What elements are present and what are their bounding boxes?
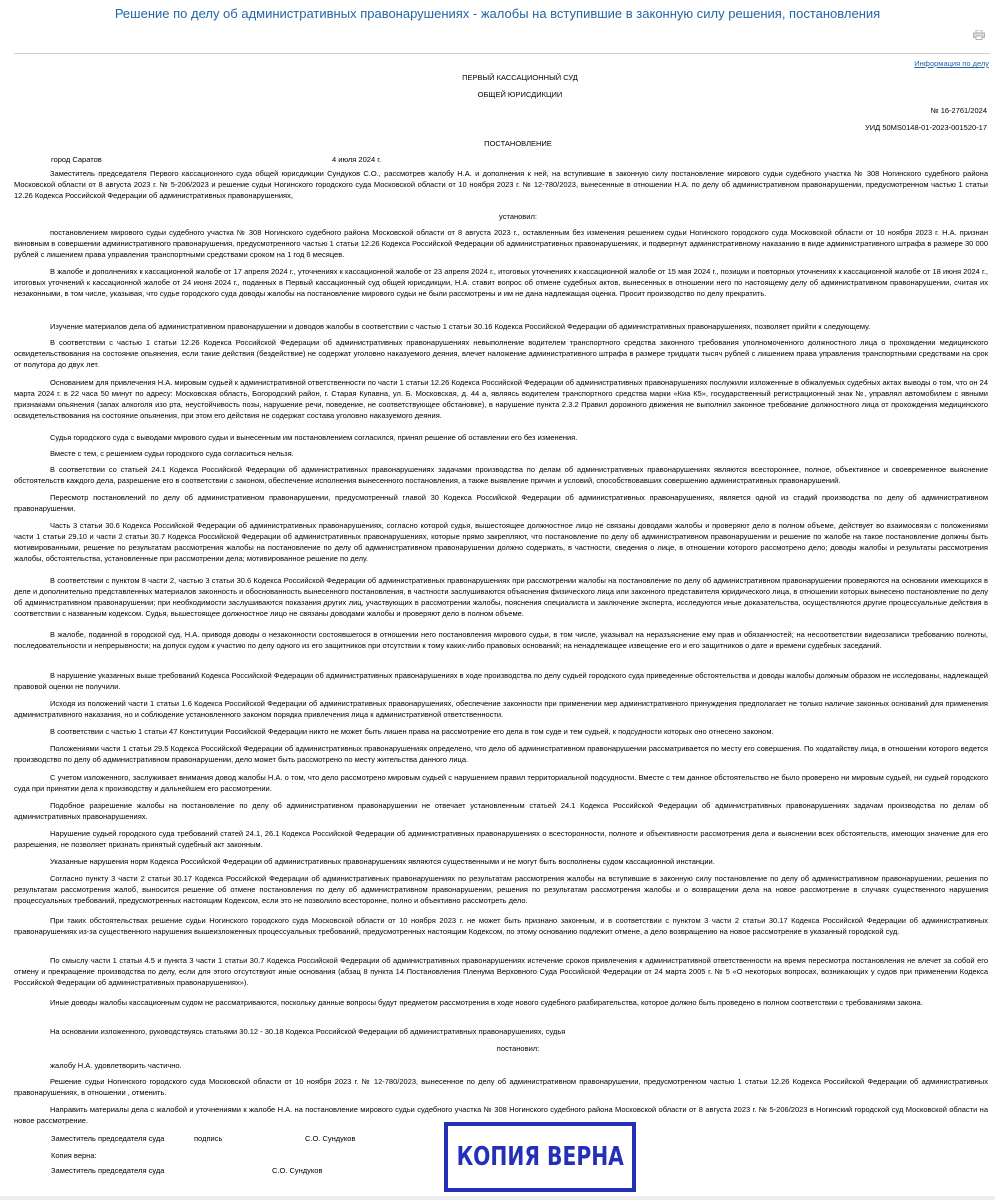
certifier-name: С.О. Сундуков	[272, 1166, 323, 1175]
certifier-title: Заместитель председателя суда	[51, 1166, 165, 1175]
copy-true-stamp	[444, 1122, 636, 1192]
paragraph: Иные доводы жалобы кассационным судом не рассматриваются, поскольку данные вопросы будут предметом рассмотрения в ходе нового судебного разбирательства, которое должно быть проведено в полном соответствии с требованиями закона.	[50, 998, 923, 1007]
decision-item: Решение судьи Ногинского городского суда Московской области от 10 ноября 2023 г. № 12-780/2023, вынесенное по делу об административном правонарушении, предусмотренном частью 1 статьи 12.26 Кодекса Российской Федерации об административных правонарушениях, в отношении , отменить.	[14, 1077, 988, 1097]
court-name: ПЕРВЫЙ КАССАЦИОННЫЙ СУД	[462, 73, 578, 82]
case-number: № 16-2761/2024	[930, 106, 987, 115]
document-type: ПОСТАНОВЛЕНИЕ	[484, 139, 552, 148]
case-info-link[interactable]: Информация по делу	[914, 59, 989, 68]
copy-certification: Копия верна:	[51, 1151, 97, 1160]
paragraph: С учетом изложенного, заслуживает внимания довод жалобы Н.А. о том, что дело рассмотрено мировым судьей с нарушением правил территориальной подсудности. Вместе с тем данное обстоятельство не было проверено ни мировым судьей, ни судьей городского суда при принятии дела к производству и дальнейшем его рассмотрении.	[14, 773, 988, 793]
paragraph: Подобное разрешение жалобы на постановление по делу об административном правонарушении не отвечает установленным статьей 24.1 Кодекса Российской Федерации об административных правонарушениях задачам производства по делам об административных правонарушениях.	[14, 801, 988, 821]
court-jurisdiction: ОБЩЕЙ ЮРИСДИКЦИИ	[477, 90, 563, 99]
paragraph: Нарушение судьей городского суда требований статей 24.1, 26.1 Кодекса Российской Федерации об административных правонарушениях о всесторонности, полноте и объективности рассмотрения дела и выяснении всех обстоятельств, имеющих значение для его разрешения, не позволяет признать принятый судебный акт законным.	[14, 829, 988, 849]
paragraph: В жалобе, поданной в городской суд, Н.А. приводя доводы о незаконности состоявшегося в отношении него постановления мирового судьи, в том числе, указывал на неразъяснение ему прав и обязанностей; на несоответствии видеозаписи требованию полноты, последовательности и непрерывности; на допуск судом к участию по делу одного из его защитников при отсутствии к тому каких-либо правовых оснований; на ненадлежащее извещение его и его защитников о дате и времени судебных заседаний.	[14, 630, 988, 650]
paragraph: Изучение материалов дела об административном правонарушении и доводов жалобы в соответствии с частью 1 статьи 30.16 Кодекса Российской Федерации об административных правонарушениях, позволяет прийти к следующему.	[50, 322, 871, 331]
paragraph: В соответствии с частью 1 статьи 47 Конституции Российской Федерации никто не может быть лишен права на рассмотрение его дела в том суде и тем судьей, к подсудности которых оно отнесено законом.	[50, 727, 774, 736]
paragraph: Пересмотр постановлений по делу об административном правонарушении, предусмотренный главой 30 Кодекса Российской Федерации об административных правонарушениях, является одной из стадий производства по делу об административном правонарушении.	[14, 493, 988, 513]
paragraph: В жалобе и дополнениях к кассационной жалобе от 17 апреля 2024 г., уточнениях к кассационной жалобе от 23 апреля 2024 г., итоговых уточнениях к кассационной жалобе от 15 мая 2024 г., позиции и повторных уточнениях к кассационной жалобе от 18 июня 2024 г., итоговых уточнений к кассационной жалобе от 24 июня 2024 г., поданных в Первый кассационный суд общей юрисдикции, Н.А. ставит вопрос об отмене судебных актов, вынесенных в отношении него по настоящему делу об административном правонарушении, считая их незаконными, в том числе, указывая, что судье городского суда доводы жалобы на постановление мирового судьи не были рассмотрены и им не дана надлежащая оценка. Просит производство по делу прекратить.	[14, 267, 988, 298]
paragraph: Основанием для привлечения Н.А. мировым судьей к административной ответственности по части 1 статьи 12.26 Кодекса Российской Федерации об административных правонарушениях послужили изложенные в обжалуемых судебных актах выводы о том, что он 24 марта 2024 г. в 22 часа 50 минут по адресу: Московская область, Богородский район, г. Старая Купавна, ул. Б. Московская, д. 44 а, являясь водителем транспортного средства марки «Киа К5», государственный регистрационный знак №, управлял автомобилем с явными признаками опьянения (запах алкоголя изо рта, неустойчивость позы, нарушение речи, поведение, не соответствующее обстановке), в нарушение пункта 2.3.2 Правил дорожного движения не выполнил законное требование должностного лица от прохождения медицинского освидетельствования на состояние опьянения, при этом его действия не содержат состава уголовно наказуемого деяния.	[14, 378, 988, 420]
paragraph: В соответствии со статьей 24.1 Кодекса Российской Федерации об административных правонарушениях задачами производства по делам об административных правонарушениях являются всестороннее, полное, объективное и своевременное выяснение обстоятельств каждого дела, разрешение его в соответствии с законом, обеспечение исполнения вынесенного постановления, а также выявление причин и условий, способствовавших совершению административных правонарушений.	[14, 465, 988, 485]
stamp-text: КОПИЯ ВЕРНА	[456, 1142, 624, 1172]
decision-item: Направить материалы дела с жалобой и уточнениями к жалобе Н.А. на постановление мирового судьи судебного участка № 308 Ногинского судебного района Московской области от 8 августа 2023 г. № 5-206/2023 в Ногинский городской суд Московской области на новое рассмотрение.	[14, 1105, 988, 1125]
signatory-name: С.О. Сундуков	[305, 1134, 356, 1143]
bottom-band	[0, 1196, 995, 1200]
decision-item: жалобу Н.А. удовлетворить частично.	[50, 1061, 182, 1070]
city: город Саратов	[51, 155, 102, 164]
signatory-title: Заместитель председателя суда	[51, 1134, 165, 1143]
paragraph: Исходя из положений части 1 статьи 1.6 Кодекса Российской Федерации об административных правонарушениях, обеспечение законности при применении мер административного принуждения предполагает не только наличие законных оснований для применения административного наказания, но и соблюдение установленного законом порядка привлечения лица к административной ответственности.	[14, 699, 988, 719]
signature-mark: подпись	[194, 1134, 223, 1143]
paragraph: Часть 3 статьи 30.6 Кодекса Российской Федерации об административных правонарушениях, согласно которой судья, вышестоящее должностное лицо не связаны доводами жалобы и проверяют дело в полном объеме, действует во взаимосвязи с положениями части 1 статьи 29.10 и части 2 статьи 30.7 Кодекса Российской Федерации об административных правонарушениях, которые прямо закрепляют, что постановление по делу об административном правонарушении и решение по жалобе на такое постановление должны быть мотивированными, решение по результатам рассмотрения жалобы на постановление по делу об административном правонарушении должно содержать, в частности, сведения о лице, в отношении которого рассмотрено дело; доводы жалобы и результаты рассмотрения жалобы, обстоятельства, установленные при рассмотрении дела; мотивированное решение по делу.	[14, 521, 988, 563]
paragraph: В соответствии с частью 1 статьи 12.26 Кодекса Российской Федерации об административных правонарушениях невыполнение водителем транспортного средства законного требования уполномоченного должностного лица о прохождении медицинского освидетельствования на состояние опьянения, если такие действия (бездействие) не содержат уголовно наказуемого деяния, влечет наложение административного штрафа в размере тридцати тысяч рублей с лишением права управления транспортными средствами на срок от полутора до двух лет.	[14, 338, 988, 369]
paragraph: Согласно пункту 3 части 2 статьи 30.17 Кодекса Российской Федерации об административных правонарушениях по результатам рассмотрения жалобы на вступившие в законную силу постановление по делу об административном правонарушении, решения по результатам рассмотрения жалоб, выносится решение об отмене постановления по делу об административном правонарушении, решения по результатам рассмотрения жалобы и о возвращении дела на новое рассмотрение в случаях существенного нарушения процессуальных требований, предусмотренных настоящим Кодексом, если это не позволило всесторонне, полно и объективно рассмотреть дело.	[14, 874, 988, 905]
section-resolved: постановил:	[496, 1044, 540, 1053]
header-divider	[14, 53, 990, 54]
paragraph: Вместе с тем, с решением судьи городского суда согласиться нельзя.	[50, 449, 294, 458]
paragraph: Указанные нарушения норм Кодекса Российской Федерации об административных правонарушениях являются существенными и не могут быть восполнены судом кассационной инстанции.	[50, 857, 715, 866]
paragraph: Положениями части 1 статьи 29.5 Кодекса Российской Федерации об административных правонарушениях определено, что дело об административном правонарушении рассматривается по месту его совершения. По ходатайству лица, в отношении которого ведется производство по делу об административном правонарушении, дело может быть рассмотрено по месту жительства данного лица.	[14, 744, 988, 764]
page-title: Решение по делу об административных правонарушениях - жалобы на вступившие в законную силу решения, постановления	[114, 6, 881, 21]
print-icon[interactable]	[973, 30, 985, 40]
section-established: установил:	[499, 212, 537, 221]
paragraph: При таких обстоятельствах решение судьи Ногинского городского суда Московской области от 10 ноября 2023 г. не может быть признано законным, и в соответствии с пунктом 3 части 2 статьи 30.17 Кодекса Российской Федерации об административных правонарушениях из-за существенного нарушения вышеизложенных процессуальных требований, предусмотренных настоящим Кодексом, по этому основанию подлежит отмене, а дело возвращению на новое рассмотрение в указанный городской суд.	[14, 916, 988, 936]
paragraph: В нарушение указанных выше требований Кодекса Российской Федерации об административных правонарушениях в ходе производства по делу судьей городского суда приведенные обстоятельства и доводы жалобы должным образом не исследованы, надлежащей правовой оценки не получили.	[14, 671, 988, 691]
paragraph: Заместитель председателя Первого кассационного суда общей юрисдикции Сундуков С.О., рассмотрев жалобу Н.А. и дополнения к ней, на вступившие в законную силу постановление мирового судьи судебного участка № 308 Ногинского судебного района Московской области от 8 августа 2023 г. № 5-206/2023 и решение судьи Ногинского городского суда Московской области от 10 ноября 2023 г. № 12-780/2023, вынесенные в отношении Н.А. по делу об административном правонарушении, предусмотренном частью 1 статьи 12.26 Кодекса Российской Федерации об административных правонарушениях,	[14, 169, 988, 200]
document-date: 4 июля 2024 г.	[332, 155, 382, 164]
paragraph: В соответствии с пунктом 8 части 2, частью 3 статьи 30.6 Кодекса Российской Федерации об административных правонарушениях при рассмотрении жалобы на постановление по делу об административном правонарушении проверяются на основании имеющихся в деле и дополнительно представленных материалов законность и обоснованность вынесенного постановления, в частности заслушиваются объяснения физического лица или законного представителя юридического лица, в отношении которых вынесено постановление по делу об административном правонарушении; при необходимости заслушиваются показания других лиц, участвующих в рассмотрении жалобы, пояснения специалиста и заключение эксперта, исследуются иные доказательства, осуществляются другие процессуальные действия в соответствии с названным кодексом. Судья, вышестоящее должностное лицо не связаны доводами жалобы и проверяют дело в полном объеме.	[14, 576, 988, 618]
paragraph: По смыслу части 1 статьи 4.5 и пункта 3 части 1 статьи 30.7 Кодекса Российской Федерации об административных правонарушениях истечение сроков привлечения к административной ответственности на время пересмотра постановления не влечет за собой его отмену и прекращение производства по делу, если для этого отсутствуют иные основания (абзац 8 пункта 14 Постановления Пленума Верховного Суда Российской Федерации от 24 марта 2005 г. № 5 «О некоторых вопросах, возникающих у судов при применении Кодекса Российской Федерации об административных правонарушениях»).	[14, 956, 988, 987]
paragraph: Судья городского суда с выводами мирового судьи и вынесенным им постановлением согласился, принял решение об оставлении его без изменения.	[50, 433, 578, 442]
paragraph: постановлением мирового судьи судебного участка № 308 Ногинского судебного района Московской области от 8 августа 2023 г., оставленным без изменения решением судьи Ногинского городского суда Московской области от 10 ноября 2023 г. Н.А. признан виновным в совершении административного правонарушения, предусмотренного частью 1 статьи 12.26 Кодекса Российской Федерации об административных правонарушениях, и подвергнут административному наказанию в виде административного штрафа в размере 30 000 рублей с лишением права управления транспортными средствами сроком на 1 год 6 месяцев.	[14, 228, 988, 259]
case-uid: УИД 50MS0148-01-2023-001520-17	[865, 123, 987, 132]
paragraph: На основании изложенного, руководствуясь статьями 30.12 - 30.18 Кодекса Российской Федерации об административных правонарушениях, судья	[50, 1027, 566, 1036]
